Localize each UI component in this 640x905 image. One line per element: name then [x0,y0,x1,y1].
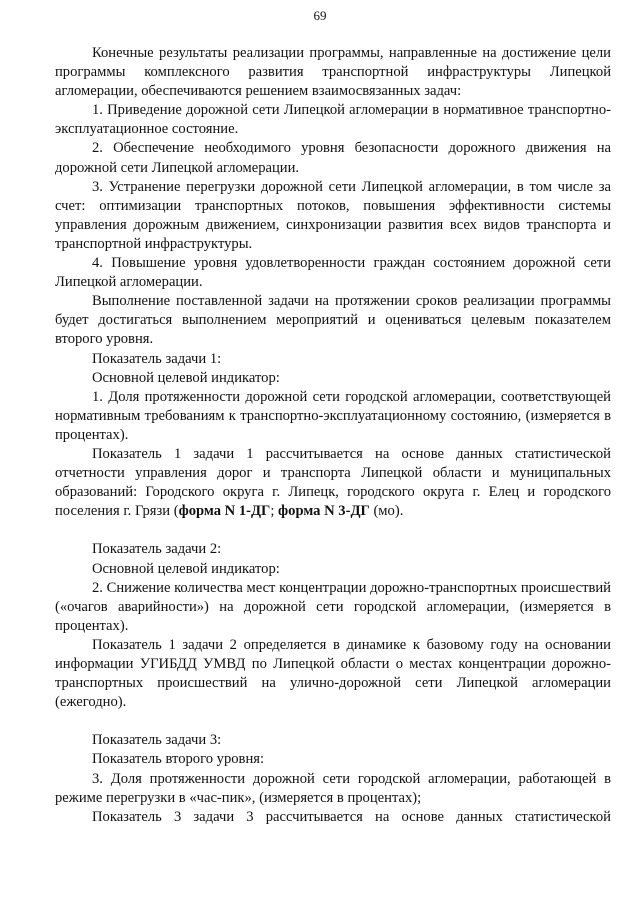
main-indicator-label-2: Основной целевой индикатор: [92,560,280,577]
indicator-1-calculation-text: Показатель 1 задачи 1 рассчитывается на основе данных статистической отчетности управления дорог и транспорта Липецкой области и муниципальных образований: Городского округа г. Липецк, городского округа г. Елец и городского поселения г. Грязи ( [55,445,611,520]
indicator-3-description: 3. Доля протяженности дорожной сети городской агломерации, работающей в режиме перегрузки в «час-пик», (измеряется в процентах); [55,770,611,806]
indicator-2-calculation: Показатель 1 задачи 2 определяется в динамике к базовому году на основании информации УГИБДД УМВД по Липецкой области о местах концентрации дорожно-транспортных происшествий на улично-дорожной сети Липецкой агломерации (ежегодно). [55,636,611,711]
form-3-dg: форма N 3-ДГ [278,503,370,520]
indicator-3-calculation: Показатель 3 задачи 3 рассчитывается на основе данных статистической [92,808,611,825]
paragraph-execution: Выполнение поставленной задачи на протяжении сроков реализации программы будет достигаться выполнением мероприятий и оцениваться целевым показателем второго уровня. [55,293,611,348]
spacer [55,712,611,731]
document-body [55,44,611,827]
main-indicator-label-1: Основной целевой индикатор: [92,369,280,386]
paragraph-task-2: 2. Обеспечение необходимого уровня безопасности дорожного движения на дорожной сети Липецкой агломерации. [55,140,611,176]
form-separator: ; [270,503,279,520]
paragraph-task-1: 1. Приведение дорожной сети Липецкой агломерации в нормативное транспортно-эксплуатационное состояние. [55,102,611,138]
paragraph-task-3: 3. Устранение перегрузки дорожной сети Липецкой агломерации, в том числе за счет: оптимизации транспортных потоков, повышения эффективности системы управления дорожным движением, синхронизации развития всех видов транспорта и транспортной инфраструктуры. [55,178,611,252]
page-number: 69 [313,8,327,23]
spacer [55,521,611,540]
paragraph-goal-intro: Конечные результаты реализации программы, направленные на достижение цели программы комплексного развития транспортной инфраструктуры Липецкой агломерации, обеспечиваются решением взаимосвязанных задач: [55,45,611,100]
indicator-heading-task-1: Показатель задачи 1: [92,350,222,367]
form-1-dg: форма N 1-ДГ [178,503,271,520]
form-suffix: (мо). [369,503,404,520]
indicator-1-calculation [55,445,611,521]
paragraph-task-4: 4. Повышение уровня удовлетворенности граждан состоянием дорожной сети Липецкой агломерации. [55,255,611,291]
indicator-heading-task-2: Показатель задачи 2: [92,541,222,558]
indicator-heading-task-3: Показатель задачи 3: [92,732,222,749]
indicator-1-description: 1. Доля протяженности дорожной сети городской агломерации, соответствующей нормативным требованиям к транспортно-эксплуатационному состоянию, (измеряется в процентах). [55,388,611,443]
indicator-2-description: 2. Снижение количества мест концентрации дорожно-транспортных происшествий («очагов аварийности») на дорожной сети городской агломерации, (измеряется в процентах). [55,579,611,634]
second-level-indicator-label: Показатель второго уровня: [92,751,265,768]
